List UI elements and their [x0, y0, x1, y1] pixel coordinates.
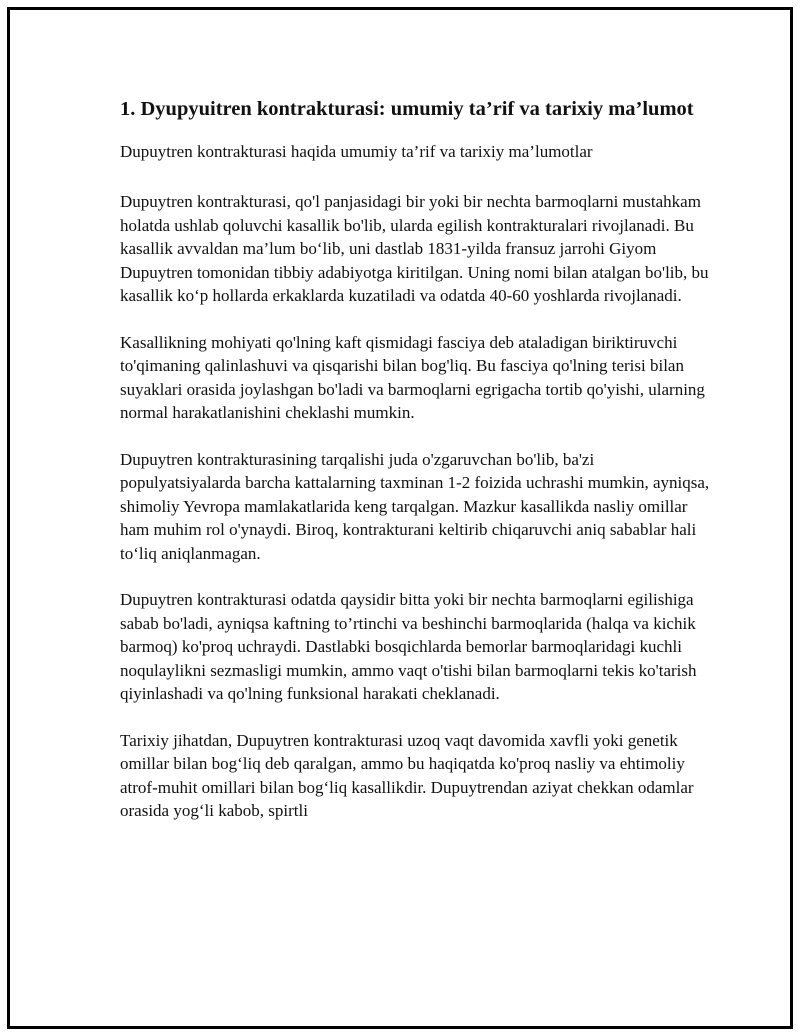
section-subtitle: Dupuytren kontrakturasi haqida umumiy ta’rif va tarixiy ma’lumotlar — [120, 142, 593, 161]
paragraph-1: Dupuytren kontrakturasi, qo'l panjasidagi bir yoki bir nechta barmoqlarni mustahkam holatda ushlab qoluvchi kasallik bo'lib, ularda egilish kontrakturalari rivojlanadi. Bu kasallik avvaldan ma’lum bo‘lib, uni dastlab 1831-yilda fransuz jarrohi Giyom Dupuytren tomonidan tibbiy adabiyotga kiritilgan. Uning nomi bilan atalgan bo'lib, bu kasallik ko‘p hollarda erkaklarda kuzatiladi va odatda 40-60 yoshlarda rivojlanadi. — [120, 192, 709, 305]
document-content — [120, 96, 710, 846]
document-page — [7, 7, 793, 1029]
paragraph-4: Dupuytren kontrakturasi odatda qaysidir bitta yoki bir nechta barmoqlarni egilishiga sabab bo'ladi, ayniqsa kaftning to’rtinchi va beshinchi barmoqlarida (halqa va kichik barmoq) ko'proq uchraydi. Dastlabki bosqichlarda bemorlar barmoqlaridagi kuchli noqulaylikni sezmasligi mumkin, ammo vaqt o'tishi bilan barmoqlarni tekis ko'tarish qiyinlashadi va qo'lning funksional harakati cheklanadi. — [120, 590, 697, 703]
paragraph-3: Dupuytren kontrakturasining tarqalishi juda o'zgaruvchan bo'lib, ba'zi populyatsiyalarda barcha kattalarning taxminan 1-2 foizida uchrashi mumkin, ayniqsa, shimoliy Yevropa mamlakatlarida keng tarqalgan. Mazkur kasallikda nasliy omillar ham muhim rol o'ynaydi. Biroq, kontrakturani keltirib chiqaruvchi aniq sabablar hali to‘liq aniqlanmagan. — [120, 449, 710, 563]
section-heading: 1. Dyupyuitren kontrakturasi: umumiy ta’rif va tarixiy ma’lumot — [120, 98, 694, 120]
paragraph-2: Kasallikning mohiyati qo'lning kaft qismidagi fasciya deb ataladigan biriktiruvchi to'qimaning qalinlashuvi va qisqarishi bilan bog'liq. Bu fasciya qo'lning terisi bilan suyaklari orasida joylashgan bo'ladi va barmoqlarni egrigacha tortib qo'yishi, ularning normal harakatlanishini cheklashi mumkin. — [120, 332, 705, 422]
paragraph-5: Tarixiy jihatdan, Dupuytren kontrakturasi uzoq vaqt davomida xavfli yoki genetik omillar bilan bog‘liq deb qaralgan, ammo bu haqiqatda ko'proq nasliy va ehtimoliy atrof-muhit omillari bilan bog‘liq kasallikdir. Dupuytrendan aziyat chekkan odamlar orasida yog‘li kabob, spirtli — [120, 730, 694, 820]
